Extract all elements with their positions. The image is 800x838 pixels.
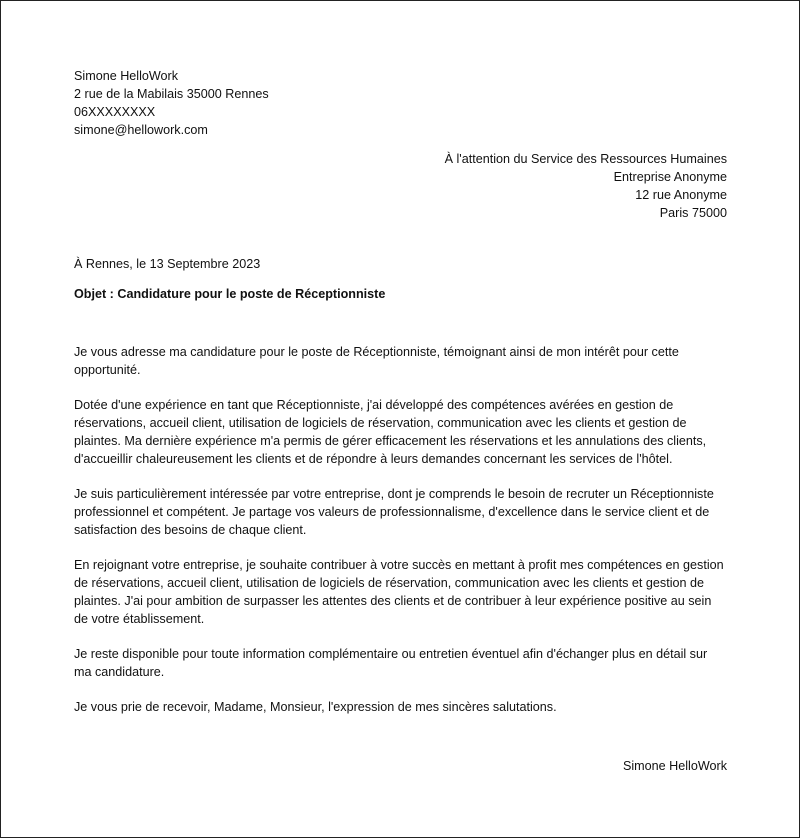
body-paragraph: Je suis particulièrement intéressée par votre entreprise, dont je comprends le besoin de recruter un Réceptionniste professionnel et compétent. Je partage vos valeurs de professionnalisme, d'excellence dans le service client et de satisfaction des besoins de chaque client. (74, 487, 714, 537)
sender-block (74, 67, 269, 139)
signature: Simone HelloWork (622, 759, 727, 773)
recipient-city: Paris 75000 (659, 206, 727, 220)
body-paragraph: Dotée d'une expérience en tant que Réceptionniste, j'ai développé des compétences avérées en gestion de réservations, accueil client, utilisation de logiciels de réservation, communication avec les clients et gestion de plaintes. Ma dernière expérience m'a permis de gérer efficacement les réservations et les annulations des clients, d'accueillir chaleureusement les clients et de répondre à leurs demandes concernant les services de l'hôtel. (74, 398, 707, 466)
recipient-attention: À l'attention du Service des Ressources Humaines (444, 152, 727, 166)
sender-address: 2 rue de la Mabilais 35000 Rennes (74, 87, 269, 101)
sender-email: simone@hellowork.com (74, 123, 208, 137)
sender-name: Simone HelloWork (74, 69, 179, 83)
letter-body (74, 343, 724, 733)
body-paragraph: En rejoignant votre entreprise, je souhaite contribuer à votre succès en mettant à profit mes compétences en gestion de réservations, accueil client, utilisation de logiciels de réservation, communication avec les clients et gestion de plaintes. J'ai pour ambition de surpasser les attentes des clients et de contribuer à leur expérience positive au sein de votre établissement. (74, 558, 724, 626)
recipient-block (445, 150, 727, 222)
recipient-company: Entreprise Anonyme (613, 170, 727, 184)
sender-phone: 06XXXXXXXX (74, 105, 156, 119)
closing-paragraph: Je vous prie de recevoir, Madame, Monsieur, l'expression de mes sincères salutations. (74, 700, 557, 714)
recipient-street: 12 rue Anonyme (635, 188, 727, 202)
body-paragraph: Je reste disponible pour toute information complémentaire ou entretien éventuel afin d'échanger plus en détail sur ma candidature. (74, 647, 708, 679)
subject-line: Objet : Candidature pour le poste de Réceptionniste (74, 287, 386, 301)
date-line: À Rennes, le 13 Septembre 2023 (74, 257, 261, 271)
body-paragraph: Je vous adresse ma candidature pour le poste de Réceptionniste, témoignant ainsi de mon intérêt pour cette opportunité. (74, 345, 679, 377)
